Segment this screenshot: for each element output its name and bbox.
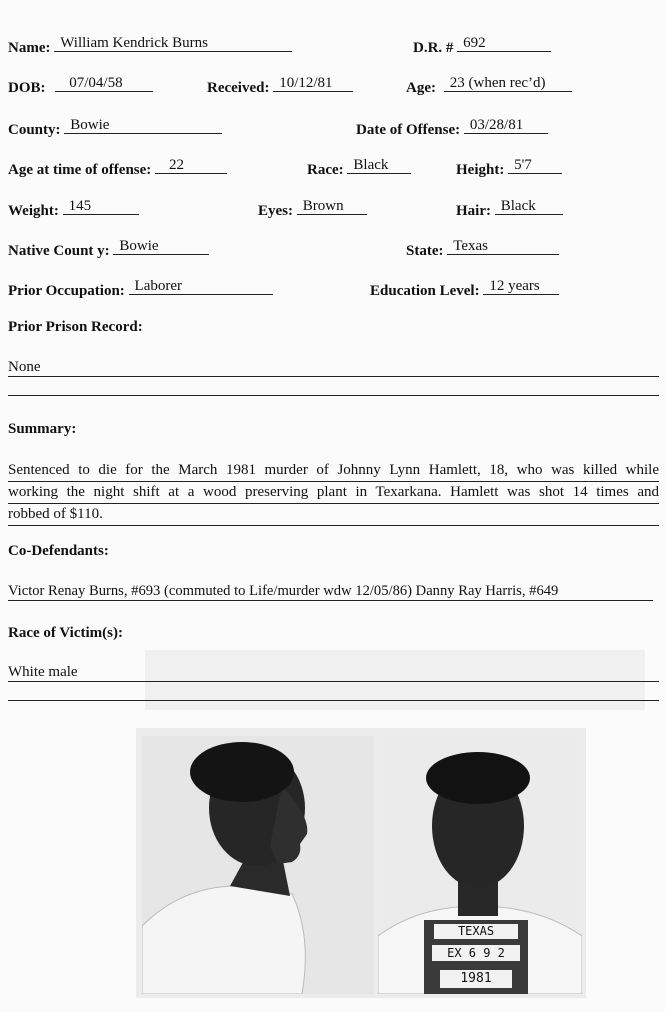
co-defendants-value: Victor Renay Burns, #693 (commuted to Life/murder wdw 12/05/86) Danny Ray Harris, #649 bbox=[8, 583, 653, 601]
field-dob: DOB: 07/04/58 bbox=[8, 75, 153, 97]
weight-value: 145 bbox=[63, 198, 139, 215]
received-value: 10/12/81 bbox=[273, 75, 353, 92]
hair-value: Black bbox=[495, 198, 563, 215]
field-state: State: Texas bbox=[406, 238, 559, 260]
placard-line-2: EX 6 9 2 bbox=[432, 945, 520, 961]
blank-rule bbox=[8, 700, 659, 701]
state-value: Texas bbox=[447, 238, 559, 255]
race-of-victim-label: Race of Victim(s): bbox=[8, 625, 123, 641]
county-value: Bowie bbox=[64, 117, 222, 134]
row-age-offense bbox=[8, 157, 659, 179]
field-date-of-offense: Date of Offense: 03/28/81 bbox=[356, 117, 548, 139]
dr-number-value: 692 bbox=[457, 35, 551, 52]
field-native-county: Native Count y: Bowie bbox=[8, 238, 209, 260]
field-dr-number: D.R. # 692 bbox=[413, 35, 551, 57]
field-hair: Hair: Black bbox=[456, 198, 563, 220]
native-county-value: Bowie bbox=[113, 238, 209, 255]
row-native-county bbox=[8, 238, 659, 260]
date-of-offense-value: 03/28/81 bbox=[464, 117, 548, 134]
field-age-at-offense: Age at time of offense: 22 bbox=[8, 157, 227, 179]
summary-label: Summary: bbox=[8, 421, 77, 437]
summary-line: working the night shift at a wood preserving plant in Texarkana. Hamlett was shot 14 times and bbox=[8, 482, 659, 504]
race-value: Black bbox=[347, 157, 411, 174]
prior-prison-record-label: Prior Prison Record: bbox=[8, 319, 143, 335]
profile-photo bbox=[142, 736, 374, 994]
field-race: Race: Black bbox=[307, 157, 411, 179]
mugshot-photos bbox=[136, 728, 586, 998]
row-name bbox=[8, 35, 659, 57]
blank-rule bbox=[8, 395, 659, 396]
field-received: Received: 10/12/81 bbox=[207, 75, 353, 97]
eyes-value: Brown bbox=[297, 198, 367, 215]
field-height: Height: 5'7 bbox=[456, 157, 562, 179]
summary-line: Sentenced to die for the March 1981 murder of Johnny Lynn Hamlett, 18, who was killed while bbox=[8, 460, 659, 482]
row-weight bbox=[8, 198, 659, 220]
field-eyes: Eyes: Brown bbox=[258, 198, 367, 220]
name-value: William Kendrick Burns bbox=[54, 35, 292, 52]
prior-occupation-value: Laborer bbox=[129, 278, 273, 295]
summary-line: robbed of $110. bbox=[8, 504, 659, 526]
field-name: Name: William Kendrick Burns bbox=[8, 35, 292, 57]
age-value: 23 (when rec’d) bbox=[444, 75, 572, 92]
dob-value: 07/04/58 bbox=[55, 75, 153, 92]
age-at-offense-value: 22 bbox=[155, 157, 227, 174]
row-occupation bbox=[8, 278, 659, 300]
field-prior-occupation: Prior Occupation: Laborer bbox=[8, 278, 273, 300]
field-weight: Weight: 145 bbox=[8, 198, 139, 220]
prior-prison-record-value: None bbox=[8, 359, 659, 377]
row-dob bbox=[8, 75, 659, 97]
field-age: Age: 23 (when rec’d) bbox=[406, 75, 572, 97]
row-county bbox=[8, 117, 659, 139]
race-of-victim-value: White male bbox=[8, 664, 659, 682]
co-defendants-label: Co-Defendants: bbox=[8, 543, 109, 559]
education-level-value: 12 years bbox=[483, 278, 559, 295]
field-education-level: Education Level: 12 years bbox=[370, 278, 559, 300]
profile-portrait-image bbox=[142, 736, 374, 994]
placard-line-3: 1981 bbox=[440, 970, 512, 988]
height-value: 5'7 bbox=[508, 157, 562, 174]
placard-line-1: TEXAS bbox=[434, 924, 518, 939]
field-county: County: Bowie bbox=[8, 117, 222, 139]
name-placard bbox=[424, 920, 528, 994]
summary-text bbox=[8, 460, 659, 526]
